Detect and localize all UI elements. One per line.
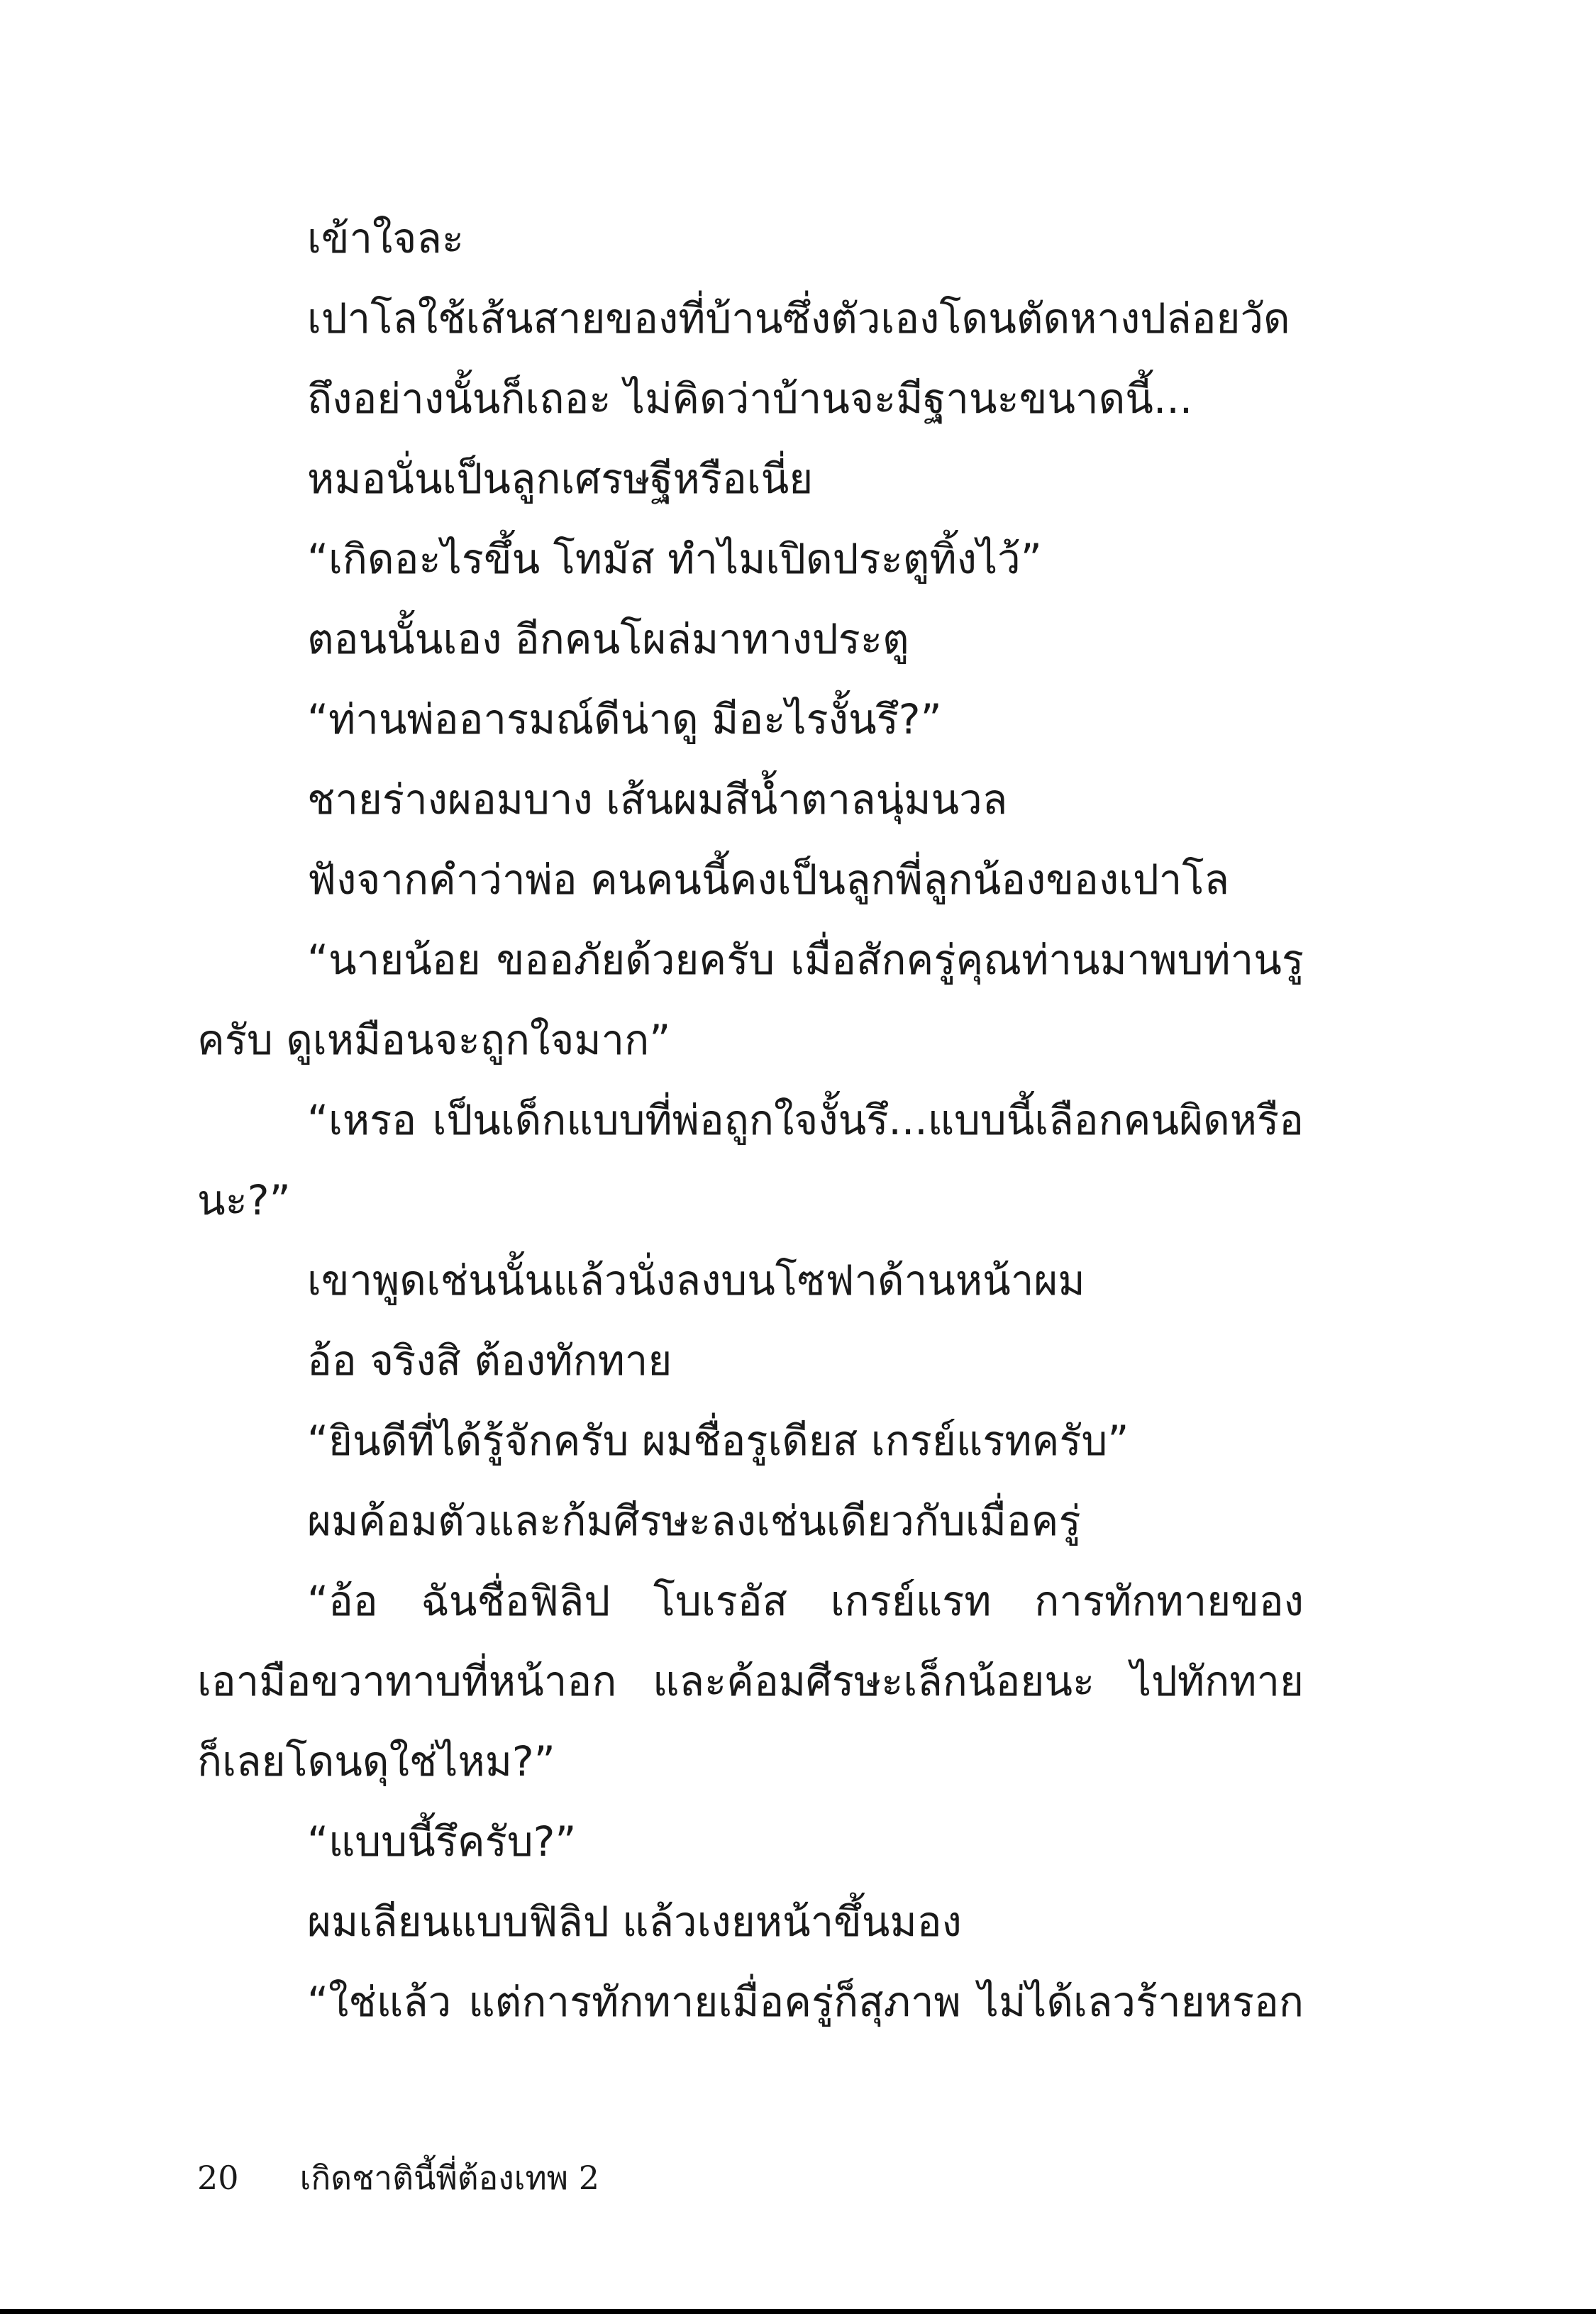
- body-text: [197, 199, 1304, 2042]
- text-line: “แบบนี้รึครับ?”: [307, 1817, 577, 1866]
- text-line: นะ?”: [197, 1176, 291, 1224]
- text-line: ก็เลยโดนดุใช่ไหม?”: [197, 1737, 555, 1786]
- bottom-rule: [0, 2309, 1596, 2314]
- text-line: “ท่านพ่ออารมณ์ดีน่าดู มีอะไรงั้นรึ?”: [307, 695, 942, 743]
- text-line: “อ้อ ฉันชื่อฟิลิป โบเรอัส เกรย์แรท การทักทายของ: [307, 1577, 1304, 1625]
- text-line: ถึงอย่างนั้นก็เถอะ ไม่คิดว่าบ้านจะมีฐานะขนาดนี้...: [307, 375, 1193, 423]
- text-line: ตอนนั้นเอง อีกคนโผล่มาทางประตู: [307, 615, 909, 663]
- text-line: หมอนั่นเป็นลูกเศรษฐีหรือเนี่ย: [307, 455, 814, 503]
- text-line: “ใช่แล้ว แต่การทักทายเมื่อครู่ก็สุภาพ ไม่ได้เลวร้ายหรอก: [307, 1978, 1304, 2026]
- text-line: เข้าใจละ: [307, 214, 465, 262]
- text-line: ฟังจากคำว่าพ่อ คนคนนี้คงเป็นลูกพี่ลูกน้องของเปาโล: [307, 856, 1230, 904]
- text-line: ชายร่างผอมบาง เส้นผมสีน้ำตาลนุ่มนวล: [307, 775, 1008, 824]
- text-line: เขาพูดเช่นนั้นแล้วนั่งลงบนโซฟาด้านหน้าผม: [307, 1256, 1085, 1305]
- text-line: “นายน้อย ขออภัยด้วยครับ เมื่อสักครู่คุณท่านมาพบท่านรู: [307, 936, 1304, 984]
- text-line: “ยินดีที่ได้รู้จักครับ ผมชื่อรูเดียส เกรย์แรทครับ”: [307, 1417, 1129, 1465]
- running-title: เกิดชาตินี้พี่ต้องเทพ 2: [299, 2159, 599, 2197]
- page-number: 20: [197, 2159, 239, 2197]
- text-line: “เหรอ เป็นเด็กแบบที่พ่อถูกใจงั้นรึ...แบบนี้เลือกคนผิดหรือ: [307, 1096, 1304, 1144]
- text-line: ผมค้อมตัวและก้มศีรษะลงเช่นเดียวกับเมื่อครู่: [307, 1497, 1081, 1545]
- text-line: เปาโลใช้เส้นสายของที่บ้านซึ่งตัวเองโดนตัดหางปล่อยวัด: [307, 294, 1290, 343]
- text-line: อ้อ จริงสิ ต้องทักทาย: [307, 1336, 672, 1385]
- text-line: เอามือขวาทาบที่หน้าอก และค้อมศีรษะเล็กน้อยนะ ไปทักทาย: [197, 1657, 1304, 1705]
- page-footer: [197, 2157, 599, 2199]
- text-line: “เกิดอะไรขึ้น โทมัส ทำไมเปิดประตูทิ้งไว้”: [307, 535, 1042, 583]
- text-line: ครับ ดูเหมือนจะถูกใจมาก”: [197, 1016, 671, 1064]
- text-line: ผมเลียนแบบฟิลิป แล้วเงยหน้าขึ้นมอง: [307, 1898, 962, 1946]
